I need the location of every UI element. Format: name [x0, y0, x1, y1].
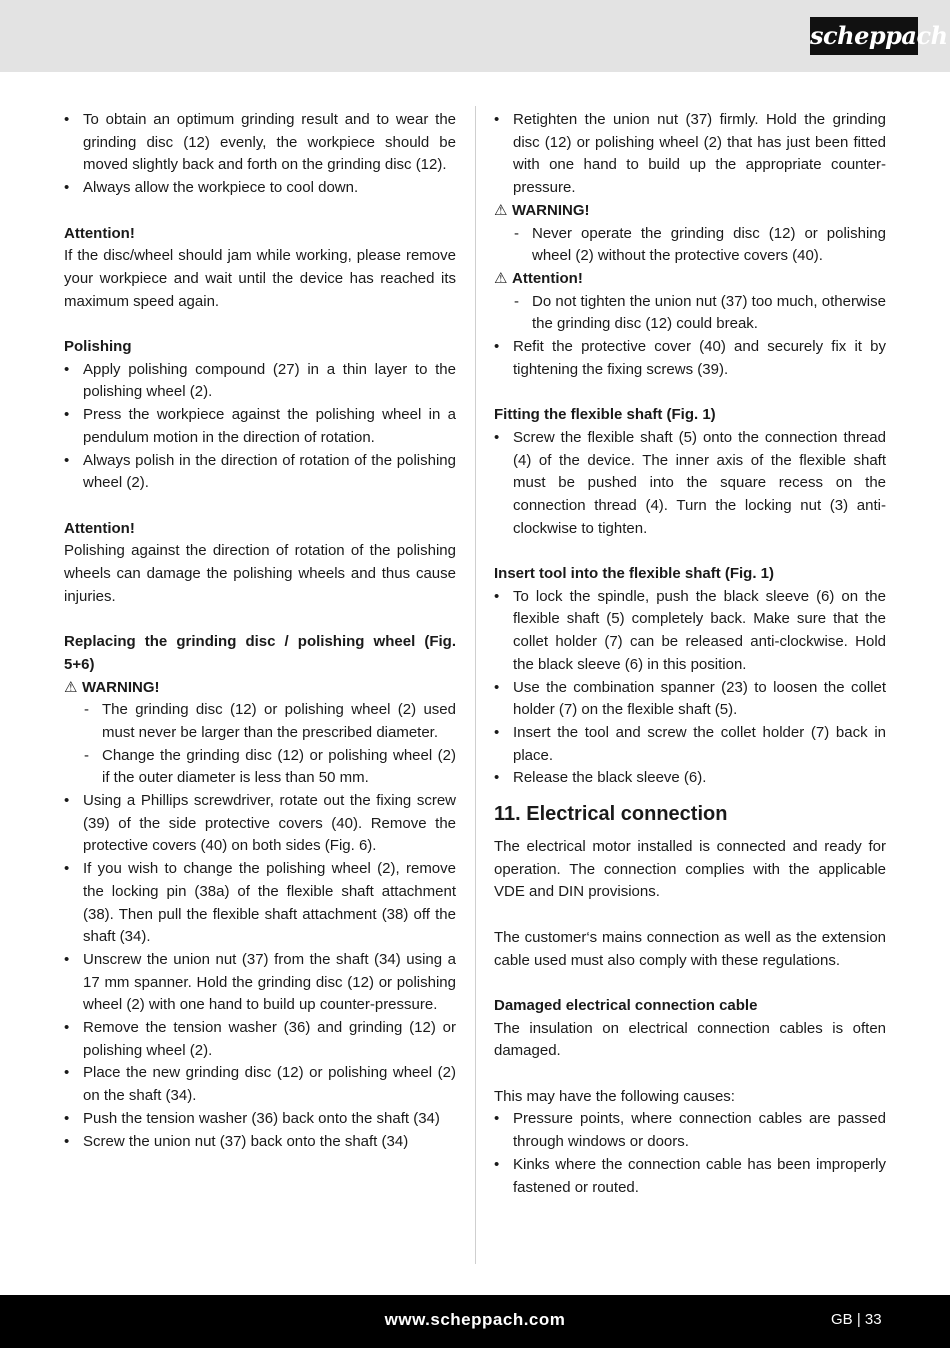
- list-item: - Do not tighten the union nut (37) too much, otherwise the grinding disc (12) could break.: [514, 292, 886, 333]
- list-item: • Pressure points, where connection cables are passed through windows or doors.: [494, 1110, 886, 1151]
- bullet-icon: •: [64, 1132, 70, 1150]
- warning-label: ⚠ WARNING!: [494, 200, 886, 223]
- list-item: • Remove the tension washer (36) and grinding (12) or polishing wheel (2).: [64, 1019, 456, 1059]
- right-column: [494, 109, 886, 1199]
- list-item: • Always allow the workpiece to cool down.: [64, 177, 456, 200]
- attention-heading: Attention!: [64, 224, 135, 242]
- list-item: - Change the grinding disc (12) or polishing wheel (2) if the outer diameter is less than 50 mm.: [84, 746, 456, 787]
- list-item: • Place the new grinding disc (12) or polishing wheel (2) on the shaft (34).: [64, 1064, 456, 1105]
- bullet-icon: •: [64, 406, 70, 424]
- header-band: [0, 0, 950, 72]
- list-item: • Using a Phillips screwdriver, rotate out the fixing screw (39) of the side protective covers (40). Remove the protective covers (40) on both sides (Fig. 6).: [64, 792, 456, 855]
- list-item: • Retighten the union nut (37) firmly. Hold the grinding disc (12) or polishing wheel (2) that has just been fitted with one hand to build up the appropriate counter-pressure.: [494, 111, 886, 197]
- polishing-heading: Polishing: [64, 338, 132, 355]
- attention-label: ⚠ Attention!: [494, 268, 886, 291]
- list-item: • Kinks where the connection cable has been improperly fastened or routed.: [494, 1155, 886, 1196]
- list-item: • Insert the tool and screw the collet holder (7) back in place.: [494, 723, 886, 764]
- left-column: [64, 109, 456, 1153]
- bullet-icon: •: [64, 111, 70, 128]
- bullet-icon: •: [494, 111, 500, 128]
- paragraph: The customer‘s mains connection as well as the extension cable used must also comply with these regulations.: [494, 928, 886, 969]
- list-item: • To lock the spindle, push the black sleeve (6) on the flexible shaft (5) completely back. Make sure that the collet holder (7) can be released anti-clockwise. Hold the black sleeve (6) in this position.: [494, 587, 886, 673]
- paragraph: The electrical motor installed is connected and ready for operation. The connection complies with the applicable VDE and DIN provisions.: [494, 838, 886, 901]
- brand-logo: scheppach: [810, 17, 918, 55]
- bullet-icon: •: [494, 587, 500, 605]
- bullet-icon: •: [494, 769, 500, 787]
- damaged-heading: Damaged electrical connection cable: [494, 996, 758, 1014]
- bullet-icon: •: [64, 1109, 70, 1127]
- bullet-icon: •: [494, 338, 500, 356]
- paragraph: This may have the following causes:: [494, 1087, 735, 1105]
- warning-triangle-icon: ⚠: [494, 201, 508, 219]
- warning-triangle-icon: ⚠: [494, 269, 508, 287]
- list-item: • Unscrew the union nut (37) from the shaft (34) using a 17 mm spanner. Hold the grinding disc (12) or polishing wheel (2) with one hand to build up counter-pressure.: [64, 950, 456, 1014]
- warning-triangle-icon: ⚠: [64, 678, 78, 696]
- bullet-icon: •: [494, 1155, 500, 1173]
- bullet-icon: •: [64, 179, 70, 197]
- attention-text: Polishing against the direction of rotation of the polishing wheels can damage the polishing wheels and thus cause injuries.: [64, 542, 456, 605]
- page-number: GB | 33: [831, 1311, 882, 1328]
- bullet-icon: •: [494, 428, 500, 446]
- fitting-heading: Fitting the flexible shaft (Fig. 1): [494, 406, 716, 424]
- footer-url[interactable]: www.scheppach.com: [384, 1310, 566, 1329]
- warning-label: ⚠ WARNING!: [64, 677, 456, 700]
- list-item: • Always polish in the direction of rotation of the polishing wheel (2).: [64, 451, 456, 492]
- list-item: • Use the combination spanner (23) to loosen the collet holder (7) on the flexible shaft (5).: [494, 678, 886, 719]
- bullet-icon: •: [64, 1019, 70, 1037]
- attention-heading: Attention!: [64, 519, 135, 537]
- list-item: • Screw the flexible shaft (5) onto the connection thread (4) of the device. The inner axis of the flexible shaft must be pushed into the square recess on the connection thread (4). Turn the locking nut (3) anti-clockwise to tighten.: [494, 428, 886, 537]
- section-heading: 11. Electrical connection: [494, 803, 728, 826]
- list-item: - The grinding disc (12) or polishing wheel (2) used must never be larger than the prescribed diameter.: [84, 701, 456, 741]
- list-item: • To obtain an optimum grinding result and to wear the grinding disc (12) evenly, the workpiece should be moved slightly back and forth on the grinding disc (12).: [64, 111, 456, 174]
- bullet-icon: •: [64, 950, 70, 968]
- list-item: - Never operate the grinding disc (12) or polishing wheel (2) without the protective covers (40).: [514, 224, 886, 265]
- bullet-icon: •: [64, 451, 70, 469]
- insert-heading: Insert tool into the flexible shaft (Fig. 1): [494, 565, 775, 583]
- replacing-heading: Replacing the grinding disc / polishing wheel (Fig. 5+6): [64, 633, 456, 673]
- bullet-icon: •: [64, 360, 70, 378]
- bullet-icon: •: [64, 792, 70, 810]
- bullet-icon: •: [494, 678, 500, 696]
- bullet-icon: •: [494, 723, 500, 741]
- list-item: • Apply polishing compound (27) in a thin layer to the polishing wheel (2).: [64, 360, 456, 401]
- bullet-icon: •: [494, 1110, 500, 1128]
- bullet-icon: •: [64, 1064, 70, 1082]
- list-item: • Release the black sleeve (6).: [494, 767, 886, 790]
- list-item: • Press the workpiece against the polishing wheel in a pendulum motion in the direction of rotation.: [64, 406, 456, 446]
- paragraph: The insulation on electrical connection cables is often damaged.: [494, 1019, 886, 1060]
- bullet-icon: •: [64, 860, 70, 878]
- list-item: • Push the tension washer (36) back onto the shaft (34): [64, 1108, 456, 1131]
- column-divider: [475, 106, 476, 1264]
- list-item: • Screw the union nut (37) back onto the shaft (34): [64, 1131, 456, 1154]
- list-item: • Refit the protective cover (40) and securely fix it by tightening the fixing screws (39).: [494, 338, 886, 378]
- list-item: • If you wish to change the polishing wheel (2), remove the locking pin (38a) of the flexible shaft attachment (38). Then pull the flexible shaft attachment (38) off the shaft (34).: [64, 860, 456, 946]
- attention-text: If the disc/wheel should jam while working, please remove your workpiece and wait until the device has reached its maximum speed again.: [64, 247, 456, 310]
